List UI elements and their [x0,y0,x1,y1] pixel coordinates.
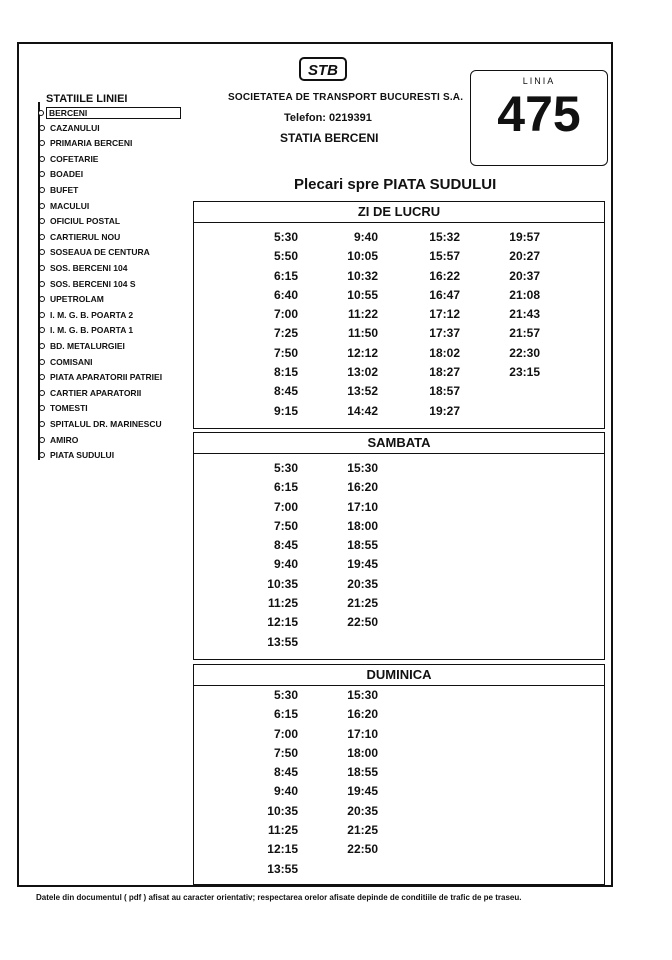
departure-time: 18:00 [347,518,378,533]
stop-marker-icon [39,156,45,162]
departure-time: 21:25 [347,823,378,838]
departure-time: 9:40 [353,230,378,244]
departure-time: 8:45 [273,765,298,780]
departure-time: 12:15 [267,842,298,857]
departure-time: 13:55 [267,861,298,876]
departure-time: 18:55 [347,538,378,553]
departure-time: 9:40 [273,784,298,799]
stop-label: PIATA SUDULUI [50,450,115,461]
stop-item [50,201,89,211]
sunday-col-1 [262,686,298,879]
company-name: SOCIETATEA DE TRANSPORT BUCURESTI S.A. [228,92,464,103]
stop-label: SPITALUL DR. MARINESCU [50,419,162,429]
departure-time: 7:25 [273,326,298,341]
line-label: LINIA [522,76,556,86]
stop-label: SOS. BERCENI 104 [50,263,128,273]
departure-time: 23:15 [509,365,540,380]
departure-time: 8:15 [273,365,298,380]
stop-marker-icon [39,343,45,349]
departure-time: 16:47 [429,287,460,302]
departure-time: 13:02 [347,365,378,380]
stop-label: SOSEAUA DE CENTURA [50,247,150,258]
departure-time: 10:55 [347,287,378,302]
departure-time: 7:50 [273,518,298,533]
stop-label: TOMESTI [50,403,88,414]
stop-marker-icon [39,125,45,131]
stop-item [50,279,136,289]
departure-time: 7:50 [273,745,298,760]
departure-time: 22:50 [347,615,378,630]
departure-time: 7:50 [273,345,298,360]
line-number-box [470,70,608,166]
stop-label: I. M. G. B. POARTA 1 [50,325,134,336]
departure-time: 14:42 [347,403,378,418]
departure-time: 18:55 [347,765,378,780]
stop-item [50,450,114,460]
departure-time: 5:30 [273,688,298,702]
stop-label: BERCENI [49,108,88,118]
weekday-header: ZI DE LUCRU [193,201,605,223]
departure-time: 19:45 [347,784,378,799]
departure-time: 15:30 [347,461,378,475]
stop-marker-icon [39,390,45,396]
departure-time: 17:10 [347,499,378,514]
stop-label: MACULUI [50,200,90,211]
departure-time: 11:25 [267,823,298,838]
stop-marker-icon [39,359,45,365]
stop-marker-icon [39,312,45,318]
departure-time: 18:00 [347,745,378,760]
departure-time: 20:35 [347,576,378,591]
departure-time: 7:00 [273,726,298,741]
departure-time: 11:50 [347,326,378,341]
stop-marker-icon [39,187,45,193]
stop-marker-icon [39,421,45,427]
weekday-col-3 [418,228,460,421]
departure-time: 19:27 [429,403,460,418]
stop-label: CARTIERUL NOU [50,231,121,242]
stop-label: CAZANULUI [50,122,100,133]
departure-time: 18:57 [429,384,460,399]
departure-time: 19:57 [509,230,540,244]
stop-label: BUFET [50,185,79,195]
departure-time: 15:57 [429,249,460,264]
departure-time: 13:55 [267,634,298,649]
departure-time: 10:05 [347,249,378,264]
weekday-col-2 [336,228,378,421]
stop-item [50,357,93,367]
departure-time: 8:45 [273,384,298,399]
footer-disclaimer: Datele din documentul ( pdf ) afisat au caracter orientativ; respectarea orelor afisate depinde de conditiile de trafic de pe traseu. [36,893,522,902]
stop-label: PIATA APARATORII PATRIEI [50,372,163,383]
departure-time: 21:57 [509,326,540,341]
weekday-section [193,222,605,429]
departure-time: 5:30 [273,461,298,475]
stop-marker-icon [39,265,45,271]
stop-item [50,185,78,195]
departure-time: 13:52 [347,384,378,399]
stop-item [50,372,162,382]
departure-time: 16:20 [347,707,378,722]
stop-item [50,138,132,148]
stop-item [50,435,78,445]
departure-time: 17:37 [429,326,460,341]
departure-time: 10:35 [267,576,298,591]
departure-time: 5:50 [273,249,298,264]
direction-heading: Plecari spre PIATA SUDULUI [294,176,497,193]
stop-item [50,216,120,226]
stop-marker-icon [39,437,45,443]
departure-time: 21:43 [509,307,540,322]
saturday-col-2 [336,459,378,633]
departure-time: 7:00 [273,307,298,322]
weekday-col-4 [498,228,540,382]
departure-time: 17:12 [429,307,460,322]
stop-item [50,232,120,242]
departure-time: 12:12 [347,345,378,360]
departure-time: 18:02 [429,345,460,360]
svg-text:STB: STB [308,62,338,79]
departure-time: 17:10 [347,726,378,741]
stop-item [50,325,133,335]
stop-item [50,310,133,320]
stop-marker-icon [38,110,44,116]
stop-label: BD. METALURGIEI [50,341,125,351]
stop-item [46,107,181,119]
stop-item [50,263,127,273]
stop-item [50,403,88,413]
stop-marker-icon [39,234,45,240]
departure-time: 22:50 [347,842,378,857]
line-number: 475 [497,86,581,142]
departure-time: 20:37 [509,268,540,283]
stop-label: AMIRO [50,434,79,445]
departure-time: 21:08 [509,287,540,302]
stop-label: BOADEI [50,169,84,180]
saturday-header: SAMBATA [193,432,605,454]
stop-label: I. M. G. B. POARTA 2 [50,309,134,320]
departure-time: 11:22 [347,307,378,322]
departure-time: 9:40 [273,557,298,572]
stops-title: STATIILE LINIEI [46,93,128,105]
stb-logo [298,56,348,82]
departure-time: 8:45 [273,538,298,553]
departure-time: 16:22 [429,268,460,283]
departure-time: 6:15 [273,707,298,722]
stop-label: COFETARIE [50,153,99,164]
stop-item [50,169,83,179]
sunday-col-2 [336,686,378,860]
departure-time: 16:20 [347,480,378,495]
stop-label: UPETROLAM [50,294,104,305]
departure-time: 20:27 [509,249,540,264]
weekday-col-1 [262,228,298,421]
stop-item [50,247,150,257]
stop-marker-icon [39,281,45,287]
departure-time: 19:45 [347,557,378,572]
stop-item [50,123,100,133]
departure-time: 20:35 [347,803,378,818]
departure-time: 18:27 [429,365,460,380]
departure-time: 5:30 [273,230,298,244]
stop-label: SOS. BERCENI 104 S [50,278,136,289]
stop-marker-icon [39,203,45,209]
stop-item [50,419,162,429]
phone-number: Telefon: 0219391 [284,112,372,124]
departure-time: 11:25 [267,596,298,611]
stop-item [50,154,98,164]
departure-time: 10:32 [347,268,378,283]
saturday-col-1 [262,459,298,652]
stop-label: PRIMARIA BERCENI [50,138,133,149]
saturday-section [193,453,605,660]
departure-time: 15:32 [429,230,460,244]
departure-time: 7:00 [273,499,298,514]
sunday-header: DUMINICA [193,664,605,686]
stop-label: COMISANI [50,356,93,367]
stop-item [50,294,104,304]
departure-time: 10:35 [267,803,298,818]
station-name: STATIA BERCENI [280,131,379,145]
departure-time: 6:15 [273,480,298,495]
stop-label: OFICIUL POSTAL [50,216,121,227]
sunday-section [193,685,605,885]
departure-time: 15:30 [347,688,378,702]
stop-item [50,388,141,398]
departure-time: 21:25 [347,596,378,611]
departure-time: 6:40 [273,287,298,302]
departure-time: 22:30 [509,345,540,360]
stop-label: CARTIER APARATORII [50,387,142,398]
departure-time: 12:15 [267,615,298,630]
departure-time: 9:15 [273,403,298,418]
stop-item [50,341,125,351]
departure-time: 6:15 [273,268,298,283]
